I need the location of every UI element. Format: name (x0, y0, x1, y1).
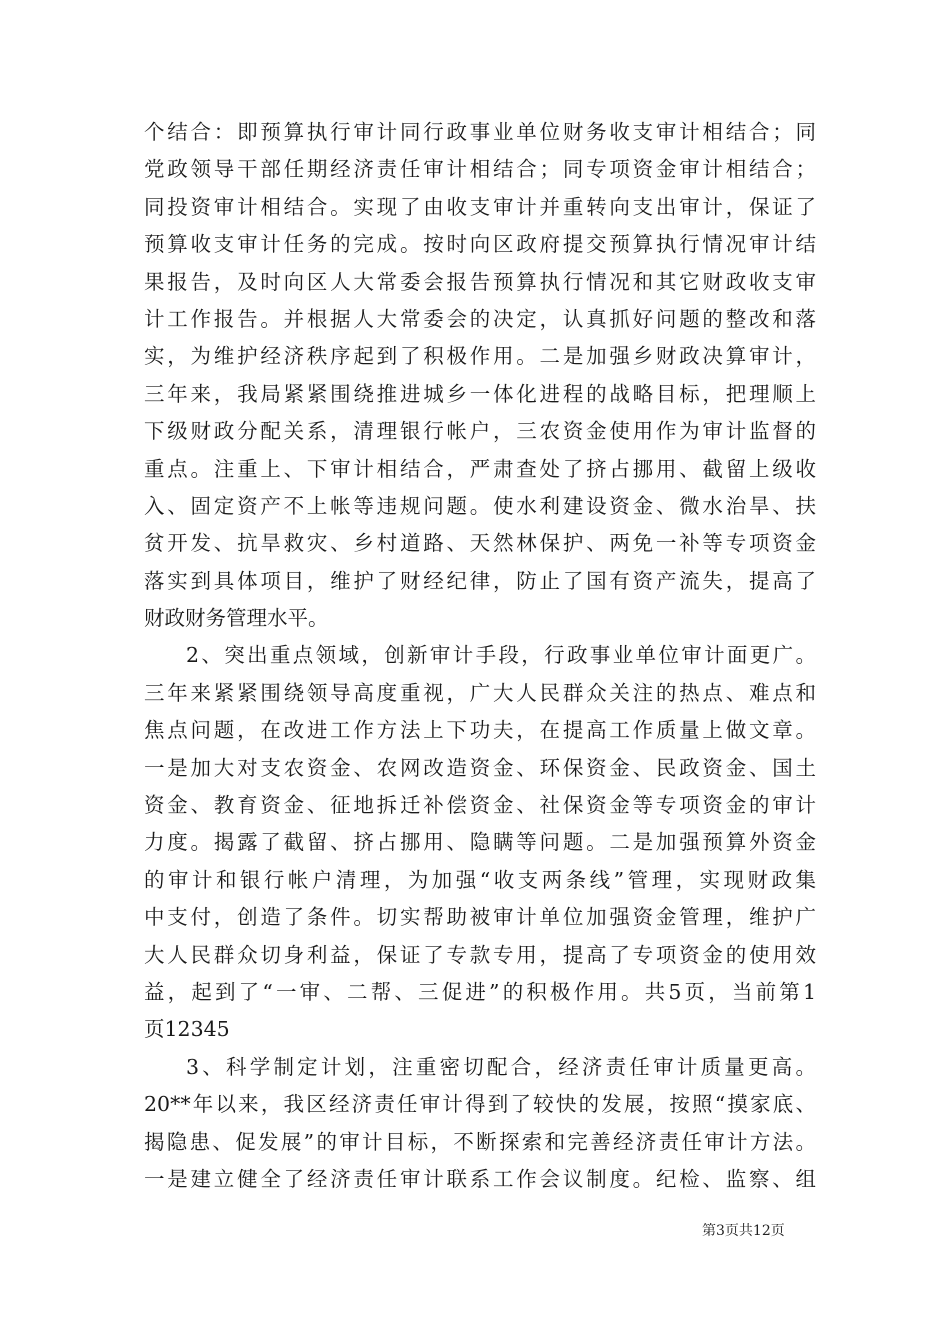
text-line: 三年来，我局紧紧围绕推进城乡一体化进程的战略目标，把理顺上 (144, 381, 816, 406)
text-line: 大人民群众切身利益，保证了专款专用，提高了专项资金的使用效 (144, 942, 816, 967)
text-line: 揭隐患、促发展”的审计目标，不断探索和完善经济责任审计方法。 (144, 1129, 816, 1154)
text-line: 果报告，及时向区人大常委会报告预算执行情况和其它财政收支审 (144, 269, 816, 294)
page-number: 第3页共12页 (702, 1223, 785, 1239)
text-line: 落实到具体项目，维护了财经纪律，防止了国有资产流失，提高了 (144, 568, 816, 593)
text-line: 财政财务管理水平。 (144, 606, 329, 631)
text-line: 一是加大对支农资金、农网改造资金、环保资金、民政资金、国土 (144, 755, 816, 780)
section-heading-3: 3、科学制定计划，注重密切配合，经济责任审计质量更高。 (186, 1054, 816, 1079)
text-line: 中支付，创造了条件。切实帮助被审计单位加强资金管理，维护广 (144, 905, 816, 930)
text-line: 焦点问题，在改进工作方法上下功夫，在提高工作质量上做文章。 (144, 718, 816, 743)
text-line: 三年来紧紧围绕领导高度重视，广大人民群众关注的热点、难点和 (144, 680, 816, 705)
text-line: 力度。揭露了截留、挤占挪用、隐瞒等问题。二是加强预算外资金 (144, 830, 816, 855)
text-line: 个结合：即预算执行审计同行政事业单位财务收支审计相结合；同 (144, 120, 816, 144)
text-line: 20**年以来，我区经济责任审计得到了较快的发展，按照“摸家底、 (144, 1092, 816, 1117)
text-line: 页12345 (144, 1017, 230, 1042)
text-line: 同投资审计相结合。实现了由收支审计并重转向支出审计，保证了 (144, 194, 816, 219)
text-line: 一是建立健全了经济责任审计联系工作会议制度。纪检、监察、组 (144, 1166, 816, 1191)
text-line: 预算收支审计任务的完成。按时向区政府提交预算执行情况审计结 (144, 232, 816, 257)
text-line: 党政领导干部任期经济责任审计相结合；同专项资金审计相结合； (144, 157, 816, 182)
text-line: 贫开发、抗旱救灾、乡村道路、天然林保护、两免一补等专项资金 (144, 531, 816, 556)
text-line: 计工作报告。并根据人大常委会的决定，认真抓好问题的整改和落 (144, 306, 816, 331)
text-line: 的审计和银行帐户清理，为加强“收支两条线”管理，实现财政集 (144, 867, 816, 892)
text-line: 资金、教育资金、征地拆迁补偿资金、社保资金等专项资金的审计 (144, 793, 816, 818)
text-line: 下级财政分配关系，清理银行帐户，三农资金使用作为审计监督的 (144, 419, 816, 444)
body-text (144, 114, 816, 1198)
text-line: 重点。注重上、下审计相结合，严肃查处了挤占挪用、截留上级收 (144, 456, 816, 481)
text-line: 入、固定资产不上帐等违规问题。使水利建设资金、微水治旱、扶 (144, 493, 816, 518)
section-heading-2: 2、突出重点领域，创新审计手段，行政事业单位审计面更广。 (186, 643, 816, 668)
text-line: 益，起到了“一审、二帮、三促进”的积极作用。共5页，当前第1 (144, 979, 816, 1004)
text-line: 实，为维护经济秩序起到了积极作用。二是加强乡财政决算审计， (144, 344, 816, 369)
